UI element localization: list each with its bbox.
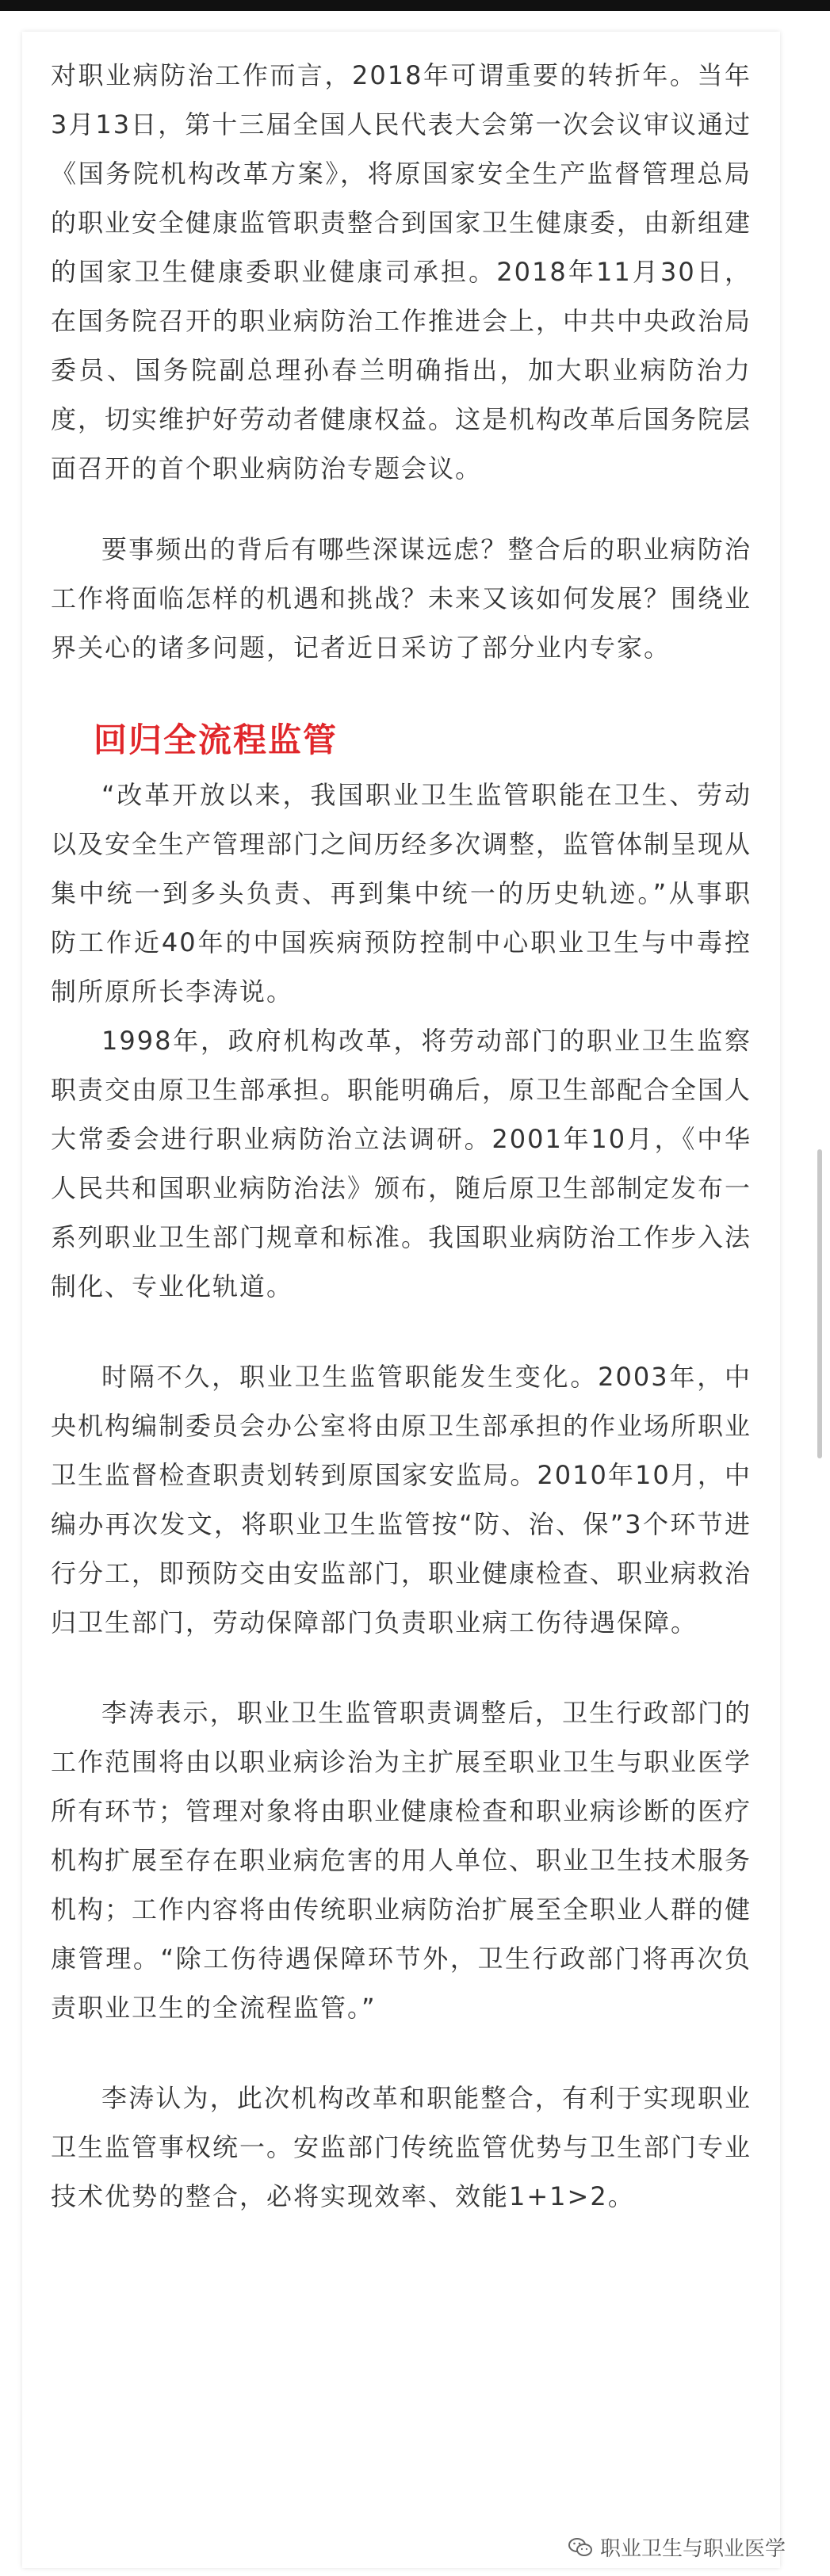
- paragraph-7: 李涛认为，此次机构改革和职能整合，有利于实现职业卫生监管事权统一。安监部门传统监管优势与卫生部门专业技术优势的整合，必将实现效率、效能1+1>2。: [51, 2083, 752, 2211]
- watermark-text: 职业卫生与职业医学: [599, 2537, 786, 2561]
- watermark: [568, 2532, 786, 2562]
- paragraph-gap: [51, 493, 752, 525]
- paragraph-2: 要事频出的背后有哪些深谋远虑？整合后的职业病防治工作将面临怎样的机遇和挑战？未来又该如何发展？围绕业界关心的诸多问题，记者近日采访了部分业内专家。: [51, 534, 752, 663]
- paragraph-1: 对职业病防治工作而言，2018年可谓重要的转折年。当年3月13日，第十三届全国人民代表大会第一次会议审议通过《国务院机构改革方案》，将原国家安全生产监督管理总局的职业安全健康监管职责整合到国家卫生健康委，由新组建的国家卫生健康委职业健康司承担。2018年11月30日，在国务院召开的职业病防治工作推进会上，中共中央政治局委员、国务院副总理孙春兰明确指出，加大职业病防治力度，切实维护好劳动者健康权益。这是机构改革后国务院层面召开的首个职业病防治专题会议。: [51, 60, 752, 483]
- paragraph-6: 李涛表示，职业卫生监管职责调整后，卫生行政部门的工作范围将由以职业病诊治为主扩展至职业卫生与职业医学所有环节；管理对象将由职业健康检查和职业病诊断的医疗机构扩展至存在职业病危害的用人单位、职业卫生技术服务机构；工作内容将由传统职业病防治扩展至全职业人群的健康管理。“除工伤待遇保障环节外，卫生行政部门将再次负责职业卫生的全流程监管。”: [51, 1698, 752, 2023]
- wechat-icon: [568, 2537, 592, 2558]
- article-content: [51, 51, 752, 2221]
- paragraph-gap: [51, 1311, 752, 1352]
- scrollbar-thumb[interactable]: [817, 1149, 822, 1458]
- paragraph-gap: [51, 1647, 752, 1688]
- section-title: 回归全流程监管: [94, 720, 339, 759]
- top-status-bar: [0, 0, 830, 11]
- paragraph-3: “改革开放以来，我国职业卫生监管职能在卫生、劳动以及安全生产管理部门之间历经多次调整，监管体制呈现从集中统一到多头负责、再到集中统一的历史轨迹。”从事职防工作近40年的中国疾病预防控制中心职业卫生与中毒控制所原所长李涛说。: [51, 780, 752, 1007]
- paragraph-4: 1998年，政府机构改革，将劳动部门的职业卫生监察职责交由原卫生部承担。职能明确后，原卫生部配合全国人大常委会进行职业病防治立法调研。2001年10月，《中华人民共和国职业病防治法》颁布，随后原卫生部制定发布一系列职业卫生部门规章和标准。我国职业病防治工作步入法制化、专业化轨道。: [51, 1026, 752, 1301]
- paragraph-gap: [51, 2032, 752, 2073]
- paragraph-5: 时隔不久，职业卫生监管职能发生变化。2003年，中央机构编制委员会办公室将由原卫生部承担的作业场所职业卫生监督检查职责划转到原国家安监局。2010年10月，中编办再次发文，将职业卫生监管按“防、治、保”3个环节进行分工，即预防交由安监部门，职业健康检查、职业病救治归卫生部门，劳动保障部门负责职业病工伤待遇保障。: [51, 1362, 752, 1638]
- article-page[interactable]: [22, 32, 780, 2568]
